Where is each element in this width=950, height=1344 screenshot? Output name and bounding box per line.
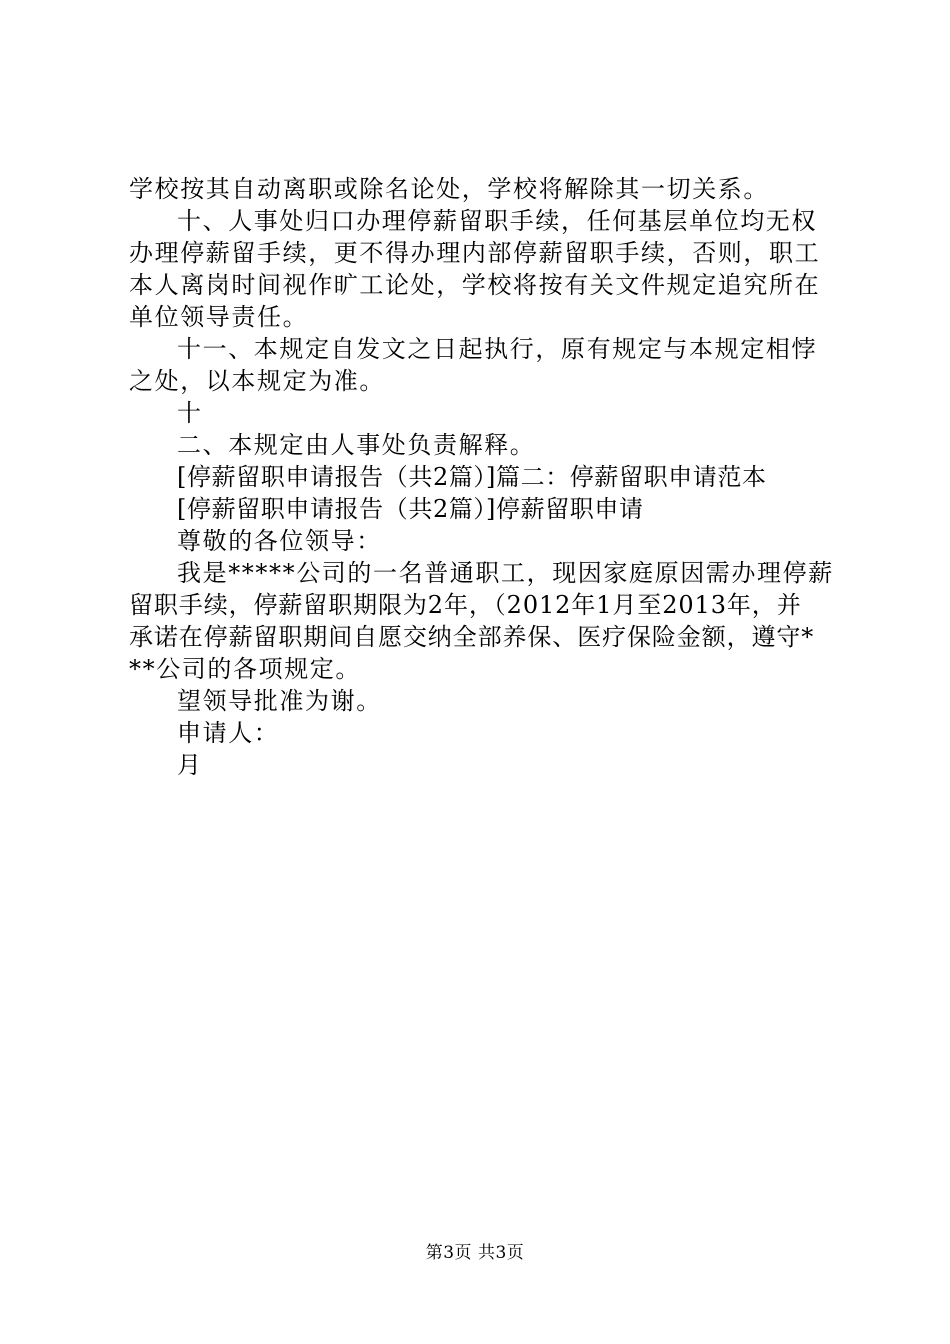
text-line: **公司的各项规定。 — [129, 655, 361, 683]
text-line: 十一、本规定自发文之日起执行，原有规定与本规定相悖 — [177, 335, 817, 363]
text-line: 之处，以本规定为准。 — [129, 367, 385, 395]
text-line: 申请人： — [177, 719, 280, 747]
text-line: 二、本规定由人事处负责解释。 — [177, 431, 536, 459]
text-line: 留职手续，停薪留职期限为2年，（2012年1月至2013年，并 — [129, 591, 802, 619]
text-line: 办理停薪留手续，更不得办理内部停薪留职手续，否则，职工 — [129, 239, 821, 267]
text-line: 尊敬的各位领导： — [177, 527, 382, 555]
text-line: 单位领导责任。 — [129, 303, 309, 331]
text-line: 学校按其自动离职或除名论处，学校将解除其一切关系。 — [129, 175, 769, 203]
text-line: 十 — [177, 399, 203, 427]
text-line: 望领导批准为谢。 — [177, 687, 382, 715]
text-line: [停薪留职申请报告（共2篇）]停薪留职申请 — [177, 495, 644, 523]
text-line: 本人离岗时间视作旷工论处，学校将按有关文件规定追究所在 — [129, 271, 821, 299]
text-line: 我是*****公司的一名普通职工，现因家庭原因需办理停薪 — [177, 559, 834, 587]
text-line: 十、人事处归口办理停薪留职手续，任何基层单位均无权 — [177, 207, 817, 235]
text-line: [停薪留职申请报告（共2篇）]篇二：停薪留职申请范本 — [177, 463, 767, 491]
text-line: 月 — [177, 751, 203, 779]
text-line: 承诺在停薪留职期间自愿交纳全部养保、医疗保险金额，遵守* — [129, 623, 815, 651]
page-number-footer: 第3页 共3页 — [425, 1243, 525, 1263]
